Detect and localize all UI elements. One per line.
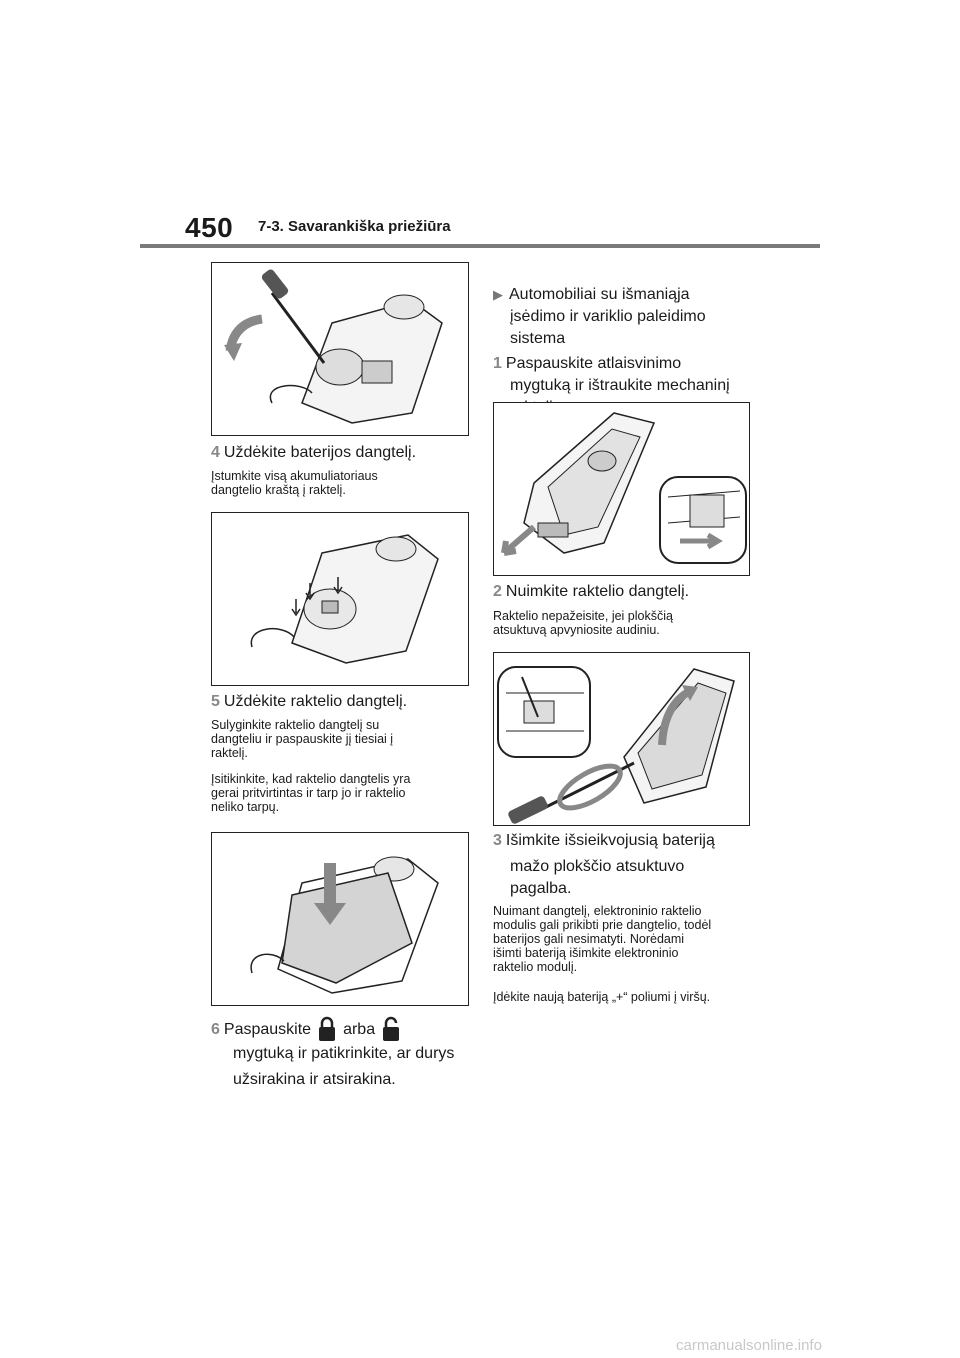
step-6-line-1 (211, 1016, 407, 1042)
note-line: Įstumkite visą akumuliatoriaus (211, 469, 378, 483)
note-line: neliko tarpų. (211, 800, 280, 814)
footer-watermark: carmanualsonline.info (676, 1337, 822, 1354)
step-6-line-2: mygtuką ir patikrinkite, ar durys (233, 1045, 455, 1062)
smart-key-heading (493, 283, 690, 307)
note-line: atsuktuvą apvyniosite audiniu. (493, 623, 660, 637)
header-divider (140, 244, 820, 248)
step-number: 2 (493, 583, 502, 600)
heading-line: įsėdimo ir variklio paleidimo (510, 308, 706, 325)
step-label: Uždėkite raktelio dangtelį. (223, 693, 408, 710)
note-line: dangteliu ir paspauskite jį tiesiai į (211, 732, 394, 746)
step-6-line-3: užsirakina ir atsirakina. (233, 1071, 396, 1088)
note-line: Įsitikinkite, kad raktelio dangtelis yra (211, 772, 411, 786)
step-5-note-1 (211, 718, 393, 760)
figure-key-cover-press (211, 832, 469, 1006)
step-label: Išimkite išsieikvojusią bateriją (505, 832, 715, 849)
step-number: 5 (211, 693, 220, 710)
figure-battery-cover-insert (211, 512, 469, 686)
note-line: baterijos gali nesimatyti. Norėdami (493, 932, 685, 946)
note-line: raktelio modulį. (493, 960, 578, 974)
note-line: išimti bateriją išimkite elektroninio (493, 946, 679, 960)
step-3-line-2: mažo plokščio atsuktuvo (510, 858, 685, 875)
heading-line: sistema (510, 330, 566, 347)
step-5-note-2 (211, 772, 410, 814)
note-line: raktelį. (211, 746, 248, 760)
step-2-title (493, 580, 689, 604)
step-3-note-1 (493, 904, 711, 974)
step-label: Paspauskite atlaisvinimo (505, 355, 682, 372)
step-number: 3 (493, 832, 502, 849)
step-number: 6 (211, 1021, 220, 1038)
note-line: Raktelio nepažeisite, jei plokščią (493, 609, 673, 623)
note-line: dangtelio kraštą į raktelį. (211, 483, 346, 497)
note-line: Nuimant dangtelį, elektroninio raktelio (493, 904, 702, 918)
figure-release-mechanical-key (493, 402, 750, 576)
locked-padlock-icon (317, 1016, 337, 1042)
step-1-line-2: mygtuką ir ištraukite mechaninį (510, 377, 730, 394)
step-label: Uždėkite baterijos dangtelį. (223, 444, 417, 461)
note-line: modulis gali prikibti prie dangtelio, todėl (493, 918, 712, 932)
triangle-bullet-icon: ▶ (493, 287, 503, 302)
step-5-title (211, 690, 407, 714)
page-number: 450 (185, 212, 234, 243)
heading-line: Automobiliai su išmaniąja (509, 286, 690, 303)
step-1-line-1 (493, 352, 681, 376)
step-label: Nuimkite raktelio dangtelį. (505, 583, 690, 600)
note-line: Sulyginkite raktelio dangtelį su (211, 718, 380, 732)
step-3-line-3: pagalba. (510, 880, 572, 897)
note-line: gerai pritvirtintas ir tarp jo ir raktelio (211, 786, 406, 800)
step-number: 1 (493, 355, 502, 372)
unlocked-padlock-icon (381, 1016, 401, 1042)
step-number: 4 (211, 444, 220, 461)
step-2-note (493, 609, 673, 637)
section-title: 7-3. Savarankiška priežiūra (258, 218, 451, 235)
step-label-or: arba (343, 1021, 376, 1038)
step-3-line-1 (493, 829, 715, 853)
step-label: Paspauskite (223, 1021, 312, 1038)
figure-remove-key-cover (493, 652, 750, 826)
step-3-note-2: Įdėkite naują bateriją „+“ poliumi į viršų. (493, 990, 711, 1004)
step-4-title (211, 441, 416, 465)
step-4-note (211, 469, 378, 497)
figure-screwdriver-battery-cover (211, 262, 469, 436)
